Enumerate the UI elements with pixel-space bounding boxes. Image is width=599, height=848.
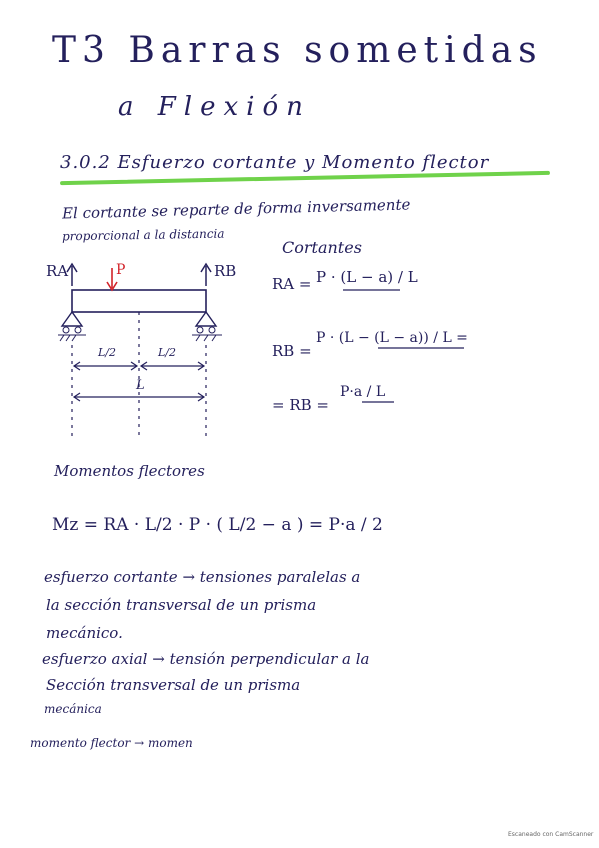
beam <box>72 290 206 312</box>
page-title: T3 Barras sometidas <box>52 30 543 71</box>
note-axial-1: esfuerzo axial → tensión perpendicular a la <box>42 650 370 668</box>
momentos-heading: Momentos flectores <box>54 462 205 480</box>
note-momento: momento flector → momen <box>30 736 193 750</box>
scanner-footer: Escaneado con CamScanner <box>508 831 594 838</box>
note-axial-3: mecánica <box>44 702 102 716</box>
ra-arrow <box>67 264 77 286</box>
label-half-right: L/2 <box>158 346 177 359</box>
label-rb: RB <box>214 262 237 280</box>
note-axial-2: Sección transversal de un prisma <box>46 676 301 694</box>
label-ra: RA <box>46 262 69 280</box>
rb2-lhs: = RB = <box>272 396 329 414</box>
section-heading: 3.0.2 Esfuerzo cortante y Momento flector <box>60 152 490 173</box>
ra-lhs: RA = <box>272 275 312 293</box>
ra-rhs: P · (L − a) / L <box>316 268 418 286</box>
rb-lhs: RB = <box>272 342 312 360</box>
note-cortante-2: la sección transversal de un prisma <box>46 596 317 614</box>
right-support <box>192 312 222 341</box>
cortantes-heading: Cortantes <box>282 238 362 257</box>
note-cortante-1: esfuerzo cortante → tensiones paralelas a <box>44 568 361 586</box>
label-half-left: L/2 <box>98 346 117 359</box>
left-support <box>58 312 86 341</box>
page-subtitle: a Flexión <box>118 92 311 122</box>
rb-arrow <box>201 264 211 286</box>
rb2-rhs: P·a / L <box>340 384 386 400</box>
label-length: L <box>136 378 145 393</box>
note-cortante-3: mecánico. <box>46 624 123 642</box>
intro-line-1: El cortante se reparte de forma inversamente <box>61 195 411 223</box>
guide-lines <box>72 312 206 440</box>
label-p: P <box>116 262 126 278</box>
rb-rhs: P · (L − (L − a)) / L = <box>316 330 468 346</box>
mz-formula: Mz = RA · L/2 · P · ( L/2 − a ) = P·a / 2 <box>52 515 383 535</box>
intro-line-2: proporcional a la distancia <box>61 226 225 244</box>
